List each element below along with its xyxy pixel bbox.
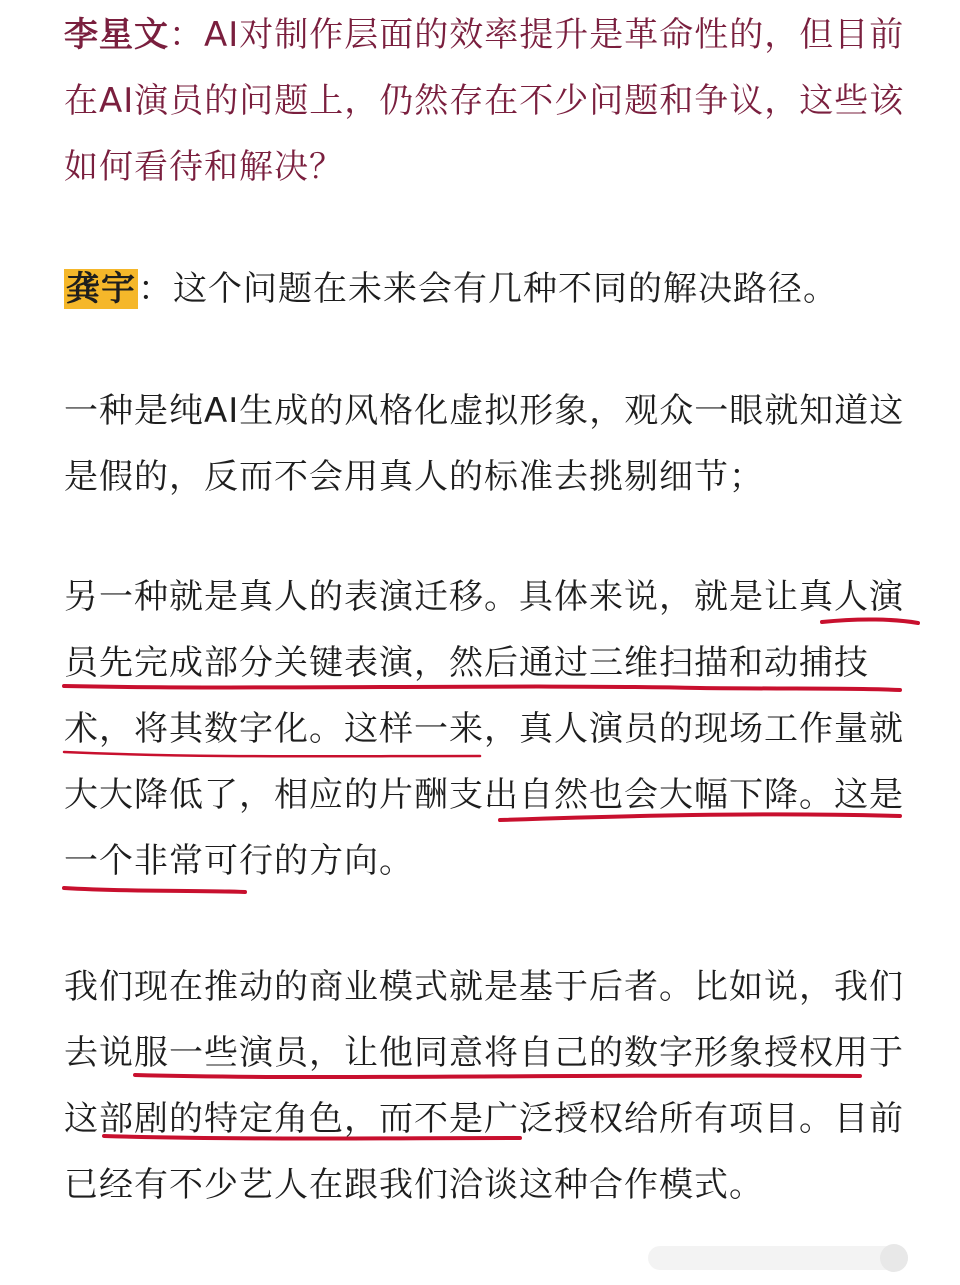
answer-intro-paragraph (64, 256, 914, 322)
paragraph-2-highlight-2: 相应的片酬支出自然也会大幅下降。 (274, 775, 834, 815)
paragraph-performance-transfer (64, 564, 914, 894)
weibo-watermark (640, 1238, 940, 1278)
paragraph-2-part-2: 这样一来，真人演员的现场工作量就大大降低了， (64, 709, 904, 815)
paragraph-2-part-1: 另一种就是真人的表演迁移。具体来说，就是 (64, 577, 764, 617)
paragraph-pure-ai-text: 一种是纯AI生成的风格化虚拟形象，观众一眼就知道这是假的，反而不会用真人的标准去挑剔细节； (64, 391, 905, 497)
paragraph-business-model (64, 954, 914, 1218)
paragraph-3-part-2: ，而不是广泛授权给所有项目。目前已经有不少艺人在跟我们洽谈这种合作模式。 (64, 1099, 904, 1205)
question-paragraph (64, 2, 914, 200)
answer-intro-text: 这个问题在未来会有几种不同的解决路径。 (173, 269, 838, 309)
paragraph-3-part-1: 我们现在推动的商业模式就是基于后者。比如说，我们 (64, 967, 904, 1007)
question-speaker: 李星文 (64, 15, 169, 55)
paragraph-3-highlight-1: 去说服一些演员，让他同意将自己的数字形象授权用于这部剧的特定角色 (64, 1033, 904, 1139)
question-text: AI对制作层面的效率提升是革命性的，但目前在AI演员的问题上，仍然存在不少问题和争议，这些该如何看待和解决？ (64, 15, 905, 187)
paragraph-2-highlight-1: 让真人演员先完成部分关键表演，然后通过三维扫描和动捕技术，将其数字化。 (64, 577, 904, 749)
paragraph-pure-ai (64, 378, 914, 510)
question-colon: ： (169, 15, 204, 55)
paragraph-2-part-3: 这是一个非常可行的方向。 (64, 775, 904, 881)
answer-colon: ： (138, 269, 173, 309)
answer-speaker: 龚宇 (66, 269, 136, 309)
